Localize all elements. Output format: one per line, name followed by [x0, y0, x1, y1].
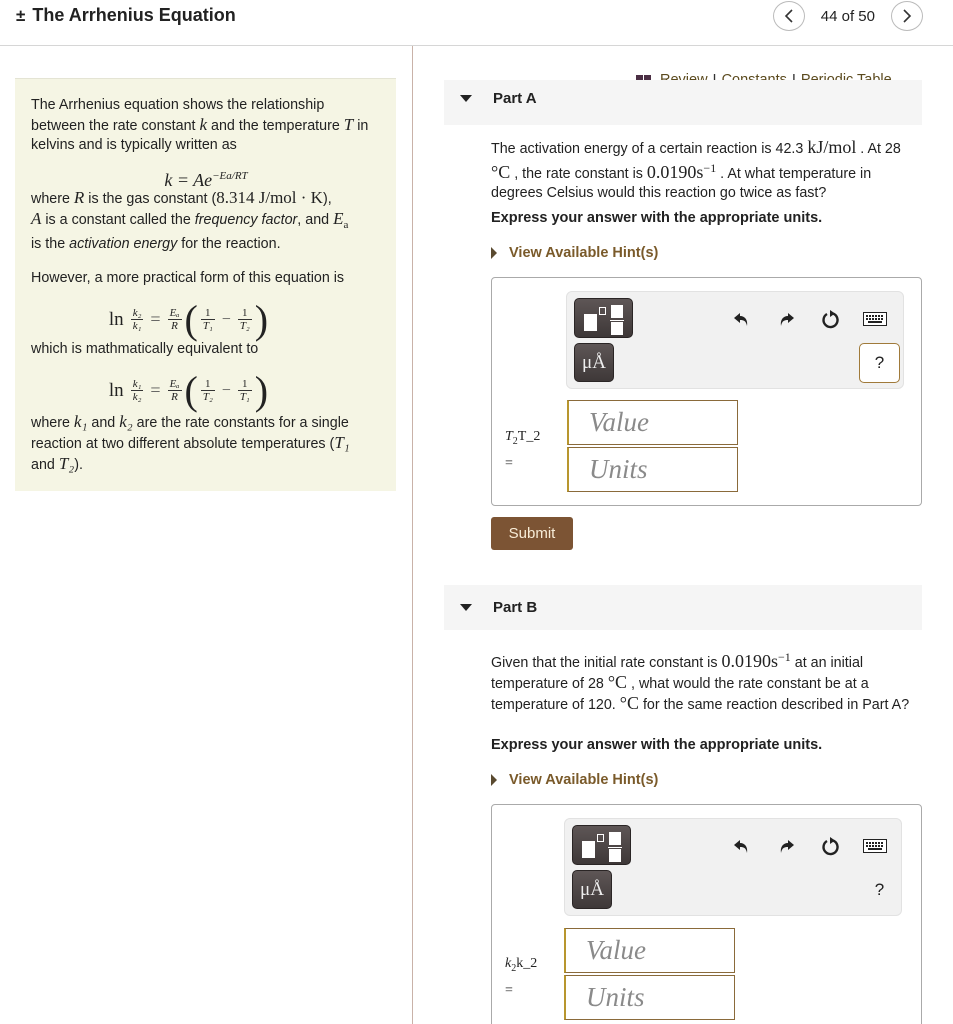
- reset-button[interactable]: [819, 307, 843, 331]
- numerator: k₁: [132, 378, 142, 391]
- part-a-instructions: Express your answer with the appropriate units.: [491, 210, 823, 226]
- text: for the same reaction described in Part A?: [638, 696, 910, 713]
- denominator: k₂: [132, 391, 142, 404]
- numerator: 1: [201, 378, 215, 391]
- var-sub: 2: [511, 962, 517, 974]
- value-input[interactable]: [567, 400, 738, 445]
- part-a-answer-box: [491, 277, 922, 506]
- value-input[interactable]: [564, 928, 735, 973]
- equation-main: k = Ae: [164, 170, 213, 190]
- equals: =: [150, 309, 161, 330]
- undo-button[interactable]: [730, 834, 754, 858]
- denominator: T₁: [239, 391, 250, 404]
- part-b-hint-toggle[interactable]: [491, 772, 658, 788]
- denominator: T₂: [202, 391, 213, 404]
- text: in kelvins and is typically written as: [31, 118, 369, 153]
- intro-paragraph-2: [31, 188, 381, 254]
- units-input[interactable]: [567, 447, 738, 492]
- paren-close: ): [254, 367, 269, 413]
- paren-open: (: [184, 296, 198, 342]
- chevron-left-icon: [784, 9, 794, 23]
- answer-variable-label: [505, 953, 537, 1002]
- help-button[interactable]: ?: [874, 880, 885, 899]
- chevron-right-icon: [902, 9, 912, 23]
- numerator: Eₐ: [169, 378, 180, 391]
- var-italic: k: [505, 956, 512, 971]
- text: is the gas constant (: [84, 191, 217, 207]
- text: for the reaction.: [177, 235, 281, 252]
- collapse-triangle-icon: [460, 95, 472, 102]
- text: The Arrhenius equation shows the relationship between the rate constant: [31, 97, 325, 134]
- part-a-hint-toggle[interactable]: [491, 245, 658, 261]
- units-button[interactable]: μÅ: [574, 343, 614, 382]
- text: is a constant called the: [41, 212, 195, 228]
- header-bar: [0, 0, 953, 46]
- denominator: R: [171, 391, 178, 404]
- redo-icon: [777, 310, 795, 328]
- denominator: T₁: [202, 320, 213, 333]
- gas-constant: 8.314 J/mol · K: [216, 188, 323, 207]
- math-k: k: [199, 115, 208, 134]
- numerator: 1: [238, 378, 252, 391]
- intro-paragraph-5: [31, 412, 381, 475]
- math-T1: T₁: [334, 432, 350, 452]
- paren-open: (: [184, 367, 198, 413]
- templates-button[interactable]: [572, 825, 631, 865]
- part-a-header[interactable]: [444, 80, 922, 125]
- text: are the rate constants for a single reaction at two different absolute temperatures (: [31, 414, 349, 452]
- part-b-answer-box: [491, 804, 922, 1024]
- pagination: [773, 1, 923, 31]
- ln: ln: [108, 309, 124, 331]
- reset-icon: [821, 836, 841, 856]
- fraction: [201, 378, 215, 403]
- fraction: [168, 307, 182, 332]
- text: , the rate constant is: [510, 165, 647, 182]
- page-position: 44 of 50: [820, 7, 875, 25]
- numerator: k₂: [132, 307, 142, 320]
- equals-sign: =: [505, 982, 513, 998]
- arrhenius-equation: [31, 167, 381, 190]
- intro-paragraph-1: [31, 96, 381, 155]
- denominator: k₁: [132, 320, 142, 333]
- text: is the: [31, 235, 70, 252]
- var-italic: T: [505, 429, 513, 444]
- keyboard-button[interactable]: [863, 307, 887, 331]
- part-b-header[interactable]: [444, 585, 922, 630]
- math-A: A: [31, 209, 42, 228]
- fraction: [168, 378, 182, 403]
- part-b-instructions: Express your answer with the appropriate units.: [491, 737, 823, 753]
- panel-divider: [412, 46, 413, 1024]
- term-frequency-factor: frequency factor: [194, 212, 298, 228]
- intro-paragraph-4: which is mathmatically equivalent to: [31, 340, 259, 357]
- math-unit: kJ/mol: [807, 137, 857, 157]
- text: and: [87, 414, 120, 431]
- undo-icon: [733, 837, 751, 855]
- numerator: Eₐ: [169, 307, 180, 320]
- ln: ln: [108, 380, 124, 402]
- text: at an initial temperature of 28: [491, 654, 864, 692]
- text: Given that the initial rate constant is: [491, 654, 722, 671]
- math-k2: k₂: [119, 411, 133, 431]
- fraction: [238, 378, 252, 403]
- hint-label: View Available Hint(s): [509, 245, 659, 261]
- collapse-triangle-icon: [460, 604, 472, 611]
- math-celsius: °C: [491, 161, 511, 182]
- math-exponent: −1: [777, 650, 791, 664]
- minus: −: [221, 382, 231, 400]
- reset-button[interactable]: [819, 834, 843, 858]
- part-b-label: Part B: [493, 599, 538, 616]
- next-button[interactable]: [891, 1, 923, 31]
- fraction: [131, 378, 144, 403]
- fraction: [201, 307, 215, 332]
- text: and: [31, 456, 59, 473]
- text: and the temperature: [207, 118, 344, 134]
- redo-icon: [777, 837, 795, 855]
- text: The activation energy of a certain reaction is 42.3: [491, 141, 808, 157]
- minus: −: [221, 311, 231, 329]
- math-R: R: [73, 188, 85, 207]
- previous-button[interactable]: [773, 1, 805, 31]
- keyboard-icon: [863, 312, 887, 326]
- expand-triangle-icon: [491, 774, 497, 786]
- undo-button[interactable]: [730, 307, 754, 331]
- numerator: 1: [238, 307, 252, 320]
- keyboard-button[interactable]: [863, 834, 887, 858]
- text: ),: [322, 191, 332, 207]
- var-plain: k_2: [516, 956, 538, 971]
- math-Ea: E: [333, 209, 344, 228]
- fraction: [238, 307, 252, 332]
- text: , what would the rate constant be at a temperature of 120.: [491, 675, 869, 713]
- math-k1: k₁: [73, 411, 88, 431]
- units-button[interactable]: μÅ: [572, 870, 612, 909]
- part-b-question: [491, 648, 923, 715]
- text: . At 28: [856, 141, 901, 157]
- fraction: [131, 307, 144, 332]
- text: , and: [297, 212, 334, 228]
- intro-paragraph-3: However, a more practical form of this equation is: [31, 269, 345, 286]
- math-rate: 0.0190s: [721, 650, 778, 671]
- denominator: R: [171, 320, 178, 333]
- text: ).: [74, 456, 83, 473]
- equals-sign: =: [505, 455, 513, 471]
- math-T2: T₂: [58, 453, 75, 473]
- math-toolbar: [566, 291, 904, 389]
- part-a-label: Part A: [493, 90, 537, 107]
- reset-icon: [821, 309, 841, 329]
- math-exponent: −1: [703, 161, 717, 175]
- math-rate: 0.0190s: [646, 161, 704, 182]
- help-button[interactable]: ?: [859, 343, 900, 383]
- answer-variable-label: [505, 426, 540, 475]
- redo-button[interactable]: [774, 307, 798, 331]
- equals: =: [150, 380, 161, 401]
- paren-close: ): [254, 296, 269, 342]
- expand-triangle-icon: [491, 247, 497, 259]
- part-a-question: [491, 138, 923, 203]
- var-plain: T_2: [517, 429, 541, 444]
- term-activation-energy: activation energy: [69, 235, 178, 252]
- plus-minus-icon: ±: [16, 6, 26, 25]
- practical-equation: [31, 296, 381, 344]
- math-celsius: °C: [619, 692, 639, 713]
- keyboard-icon: [863, 839, 887, 853]
- denominator: T₂: [239, 320, 250, 333]
- math-T: T: [343, 115, 354, 134]
- math-toolbar: [564, 818, 902, 916]
- undo-icon: [733, 310, 751, 328]
- intro-panel: [15, 78, 396, 491]
- equivalent-equation: [31, 367, 381, 415]
- page-title-text: The Arrhenius Equation: [32, 5, 236, 25]
- equation-exponent: −Ea/RT: [212, 170, 248, 182]
- numerator: 1: [201, 307, 215, 320]
- page-title: [16, 5, 236, 26]
- text: where: [31, 191, 74, 207]
- text: where: [31, 414, 74, 431]
- text: . At what temperature in degrees Celsius would this reaction go twice as fast?: [491, 165, 872, 201]
- hint-label: View Available Hint(s): [509, 772, 659, 788]
- var-sub: 2: [512, 435, 518, 447]
- templates-button[interactable]: [574, 298, 633, 338]
- submit-button[interactable]: Submit: [491, 517, 573, 550]
- math-celsius: °C: [607, 671, 628, 692]
- redo-button[interactable]: [774, 834, 798, 858]
- units-input[interactable]: [564, 975, 735, 1020]
- math-Ea-sub: a: [343, 218, 349, 231]
